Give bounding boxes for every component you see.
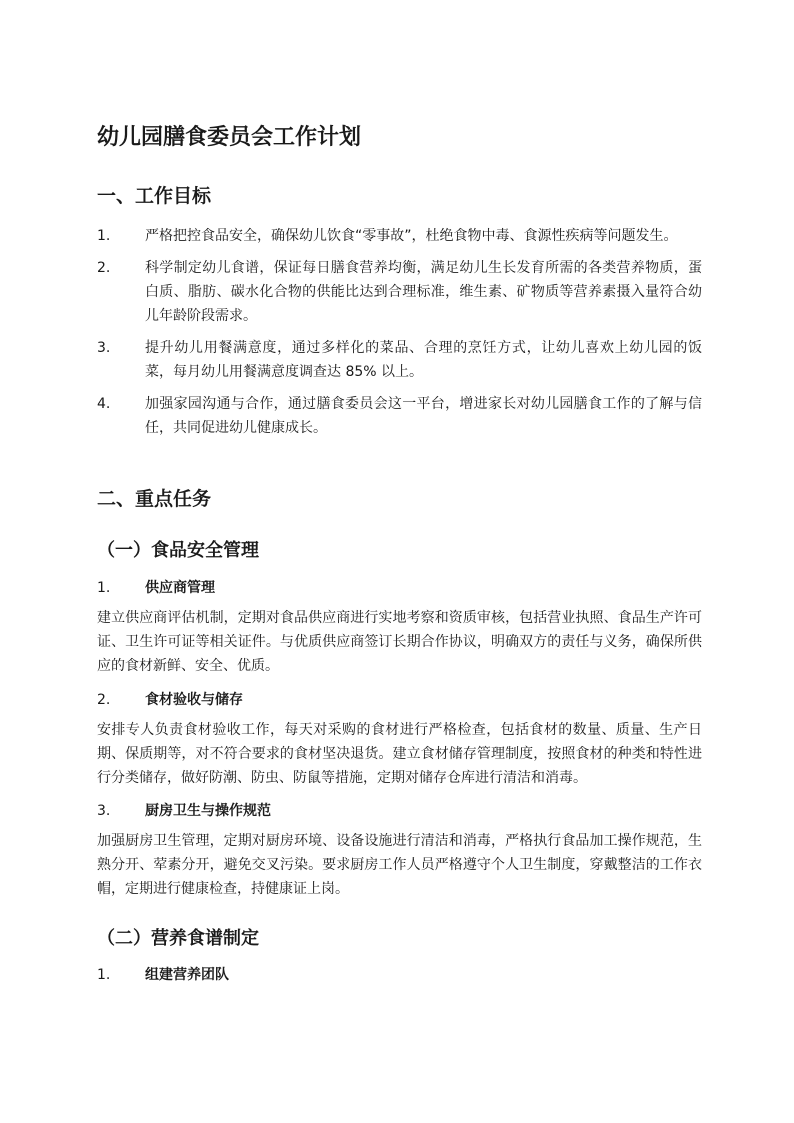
goal-item (97, 336, 702, 384)
goal-item (97, 256, 702, 328)
task-heading (97, 964, 229, 986)
list-number: 4. (97, 396, 111, 412)
task-paragraph: 安排专人负责食材验收工作，每天对采购的食材进行严格检查，包括食材的数量、质量、生产日期、保质期等，对不符合要求的食材坚决退货。建立食材储存管理制度，按照食材的种类和特性进行分类储存，做好防潮、防虫、防鼠等措施，定期对储存仓库进行清洁和消毒。 (97, 722, 702, 786)
goal-text: 科学制定幼儿食谱，保证每日膳食营养均衡，满足幼儿生长发育所需的各类营养物质，蛋白质、脂肪、碳水化合物的供能比达到合理标准，维生素、矿物质等营养素摄入量符合幼儿年龄阶段需求。 (145, 260, 702, 324)
task-number: 2. (97, 692, 111, 708)
document-title: 幼儿园膳食委员会工作计划 (97, 125, 362, 150)
list-number: 2. (97, 260, 111, 276)
section-heading-tasks: 二、重点任务 (97, 488, 212, 510)
goal-text: 严格把控食品安全，确保幼儿饮食“零事故”，杜绝食物中毒、食源性疾病等问题发生。 (145, 228, 678, 244)
task-title: 厨房卫生与操作规范 (145, 803, 271, 819)
goal-item (97, 392, 702, 440)
task-number: 1. (97, 580, 111, 596)
subsection-heading-nutrition: （二）营养食谱制定 (97, 928, 259, 949)
goal-text: 提升幼儿用餐满意度，通过多样化的菜品、合理的烹饪方式，让幼儿喜欢上幼儿园的饭菜，每月幼儿用餐满意度调查达 85% 以上。 (145, 340, 702, 380)
task-title: 食材验收与储存 (145, 692, 243, 708)
list-number: 1. (97, 228, 111, 244)
task-number: 3. (97, 803, 111, 819)
task-title: 供应商管理 (145, 580, 215, 596)
task-heading (97, 689, 243, 711)
task-heading (97, 577, 215, 599)
task-paragraph: 建立供应商评估机制，定期对食品供应商进行实地考察和资质审核，包括营业执照、食品生产许可证、卫生许可证等相关证件。与优质供应商签订长期合作协议，明确双方的责任与义务，确保所供应的食材新鲜、安全、优质。 (97, 610, 702, 674)
goal-text: 加强家园沟通与合作，通过膳食委员会这一平台，增进家长对幼儿园膳食工作的了解与信任，共同促进幼儿健康成长。 (145, 396, 702, 436)
section-heading-goals: 一、工作目标 (97, 185, 212, 207)
task-paragraph: 加强厨房卫生管理，定期对厨房环境、设备设施进行清洁和消毒，严格执行食品加工操作规范，生熟分开、荤素分开，避免交叉污染。要求厨房工作人员严格遵守个人卫生制度，穿戴整洁的工作衣帽，定期进行健康检查，持健康证上岗。 (97, 833, 702, 897)
task-heading (97, 800, 271, 822)
subsection-heading-food-safety: （一）食品安全管理 (97, 540, 259, 561)
goal-list (97, 224, 702, 448)
list-number: 3. (97, 340, 111, 356)
goal-item (97, 224, 702, 248)
task-number: 1. (97, 967, 111, 983)
task-title: 组建营养团队 (145, 967, 229, 983)
